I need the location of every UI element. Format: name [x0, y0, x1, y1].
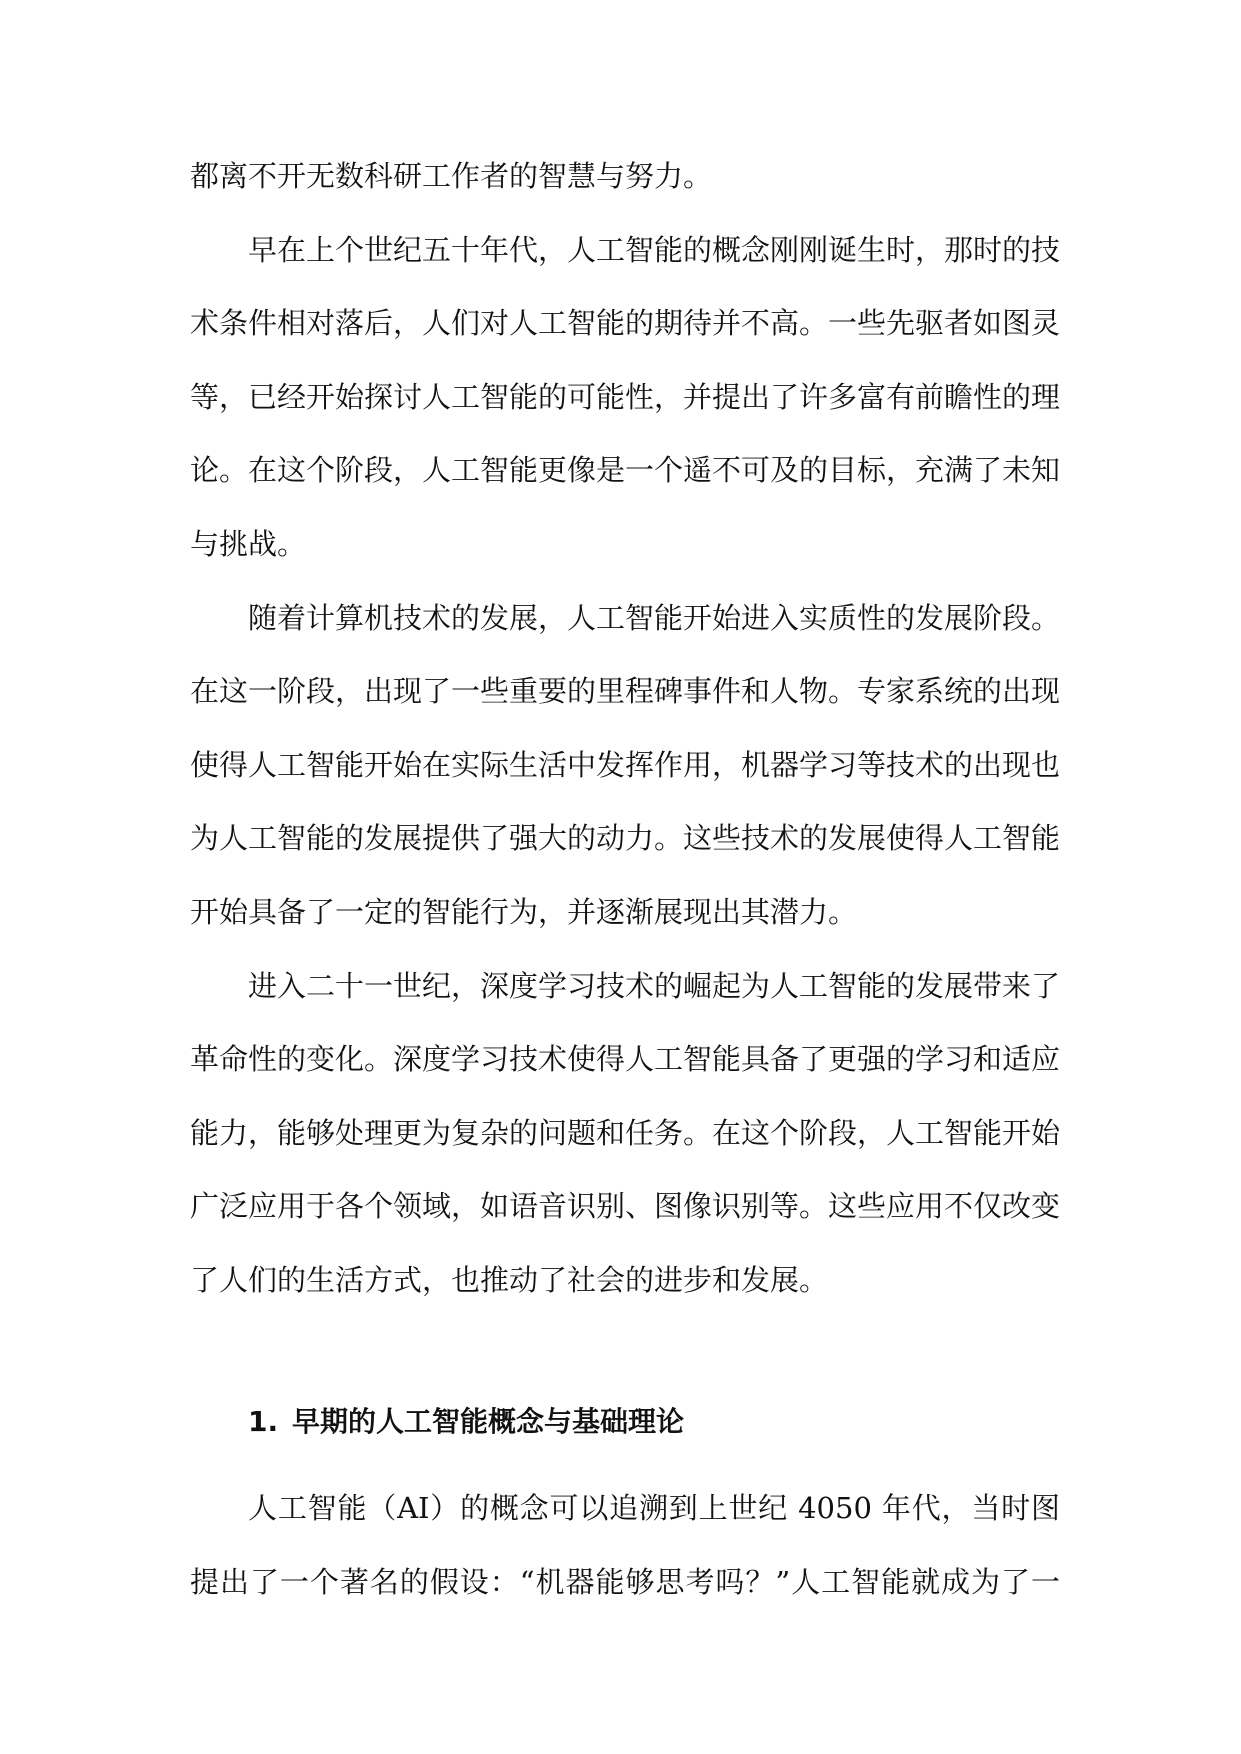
text-line: 使得人工智能开始在实际生活中发挥作用，机器学习等技术的出现也 [190, 747, 1060, 782]
text-line: 了人们的生活方式，也推动了社会的进步和发展。 [190, 1262, 829, 1297]
text-line: 革命性的变化。深度学习技术使得人工智能具备了更强的学习和适应 [190, 1042, 1060, 1077]
text-line: 开始具备了一定的智能行为，并逐渐展现出其潜力。 [190, 894, 858, 929]
text-line: 人工智能（AI）的概念可以追溯到上世纪 4050 年代，当时图 [248, 1491, 1060, 1525]
section-number: 1. [248, 1405, 279, 1438]
text-line: 论。在这个阶段，人工智能更像是一个遥不可及的目标，充满了未知 [190, 453, 1060, 488]
body-text-block-1 [190, 140, 1060, 1318]
section-heading [248, 1400, 684, 1444]
text-line: 术条件相对落后，人们对人工智能的期待并不高。一些先驱者如图灵 [190, 306, 1060, 341]
text-line: 早在上个世纪五十年代，人工智能的概念刚刚诞生时，那时的技 [248, 232, 1060, 267]
text-line: 与挑战。 [190, 526, 307, 561]
text-line: 随着计算机技术的发展，人工智能开始进入实质性的发展阶段。 [248, 600, 1060, 635]
text-line: 都离不开无数科研工作者的智慧与努力。 [190, 159, 713, 193]
text-line: 进入二十一世纪，深度学习技术的崛起为人工智能的发展带来了 [248, 968, 1060, 1003]
body-text-block-2 [190, 1472, 1060, 1619]
text-line: 在这一阶段，出现了一些重要的里程碑事件和人物。专家系统的出现 [190, 674, 1060, 709]
text-line: 提出了一个著名的假设：“机器能够思考吗？”人工智能就成为了一 [190, 1564, 1060, 1599]
text-line: 广泛应用于各个领域，如语音识别、图像识别等。这些应用不仅改变 [190, 1189, 1060, 1224]
text-line: 为人工智能的发展提供了强大的动力。这些技术的发展使得人工智能 [190, 821, 1060, 856]
text-line: 等，已经开始探讨人工智能的可能性，并提出了许多富有前瞻性的理 [190, 379, 1060, 414]
text-line: 能力，能够处理更为复杂的问题和任务。在这个阶段，人工智能开始 [190, 1115, 1060, 1150]
section-title: 早期的人工智能概念与基础理论 [292, 1405, 685, 1438]
